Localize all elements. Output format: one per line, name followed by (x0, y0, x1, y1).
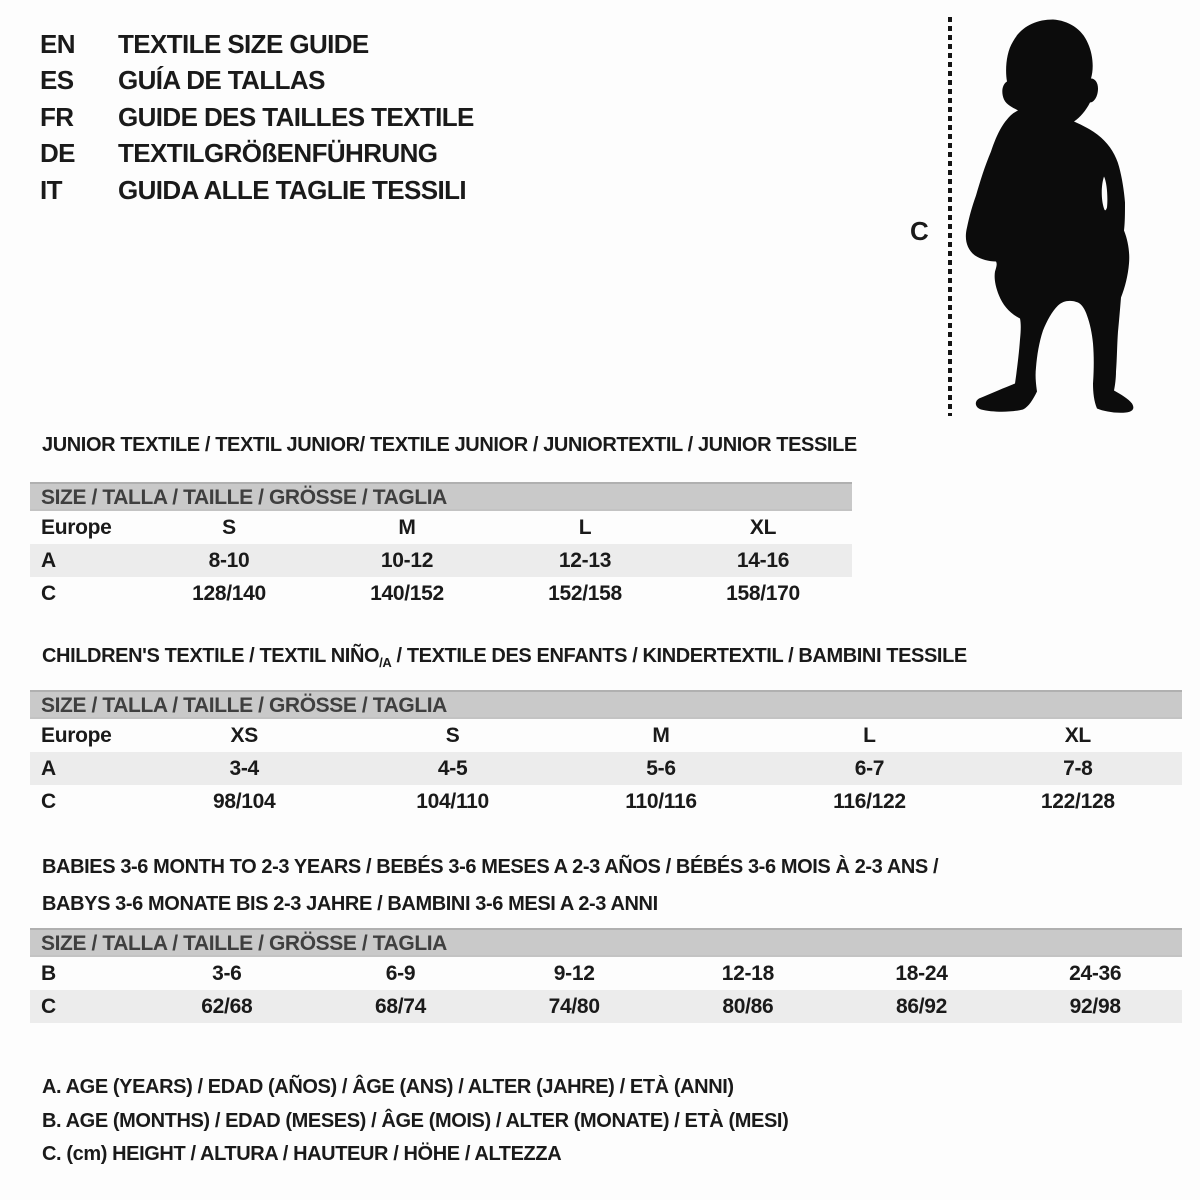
lang-code-it: IT (40, 174, 62, 205)
value-cell: 12-13 (558, 549, 612, 572)
value-cell: 5-6 (646, 757, 676, 780)
babies-size-table (30, 928, 1182, 1023)
size-header-band: SIZE / TALLA / TAILLE / GRÖSSE / TAGLIA (30, 690, 1182, 719)
legend-line-a: A. AGE (YEARS) / EDAD (AÑOS) / ÂGE (ANS) / ALTER (JAHRE) / ETÀ (ANNI) (42, 1076, 734, 1098)
size-cell: L (578, 516, 592, 539)
lang-code-en: EN (40, 28, 75, 59)
height-measure-dashed-line (948, 17, 952, 416)
size-cell: S (222, 516, 236, 539)
babies-title-line2: BABYS 3-6 MONATE BIS 2-3 JAHRE / BAMBINI 3-6 MESI A 2-3 ANNI (42, 893, 658, 915)
row-label: C (41, 995, 56, 1018)
table-row-europe (30, 511, 852, 544)
value-cell: 6-7 (854, 757, 885, 780)
table-row-europe (30, 719, 1182, 752)
value-cell: 128/140 (192, 582, 266, 605)
table-row-height (30, 785, 1182, 818)
children-size-table (30, 690, 1182, 818)
value-cell: 122/128 (1040, 790, 1115, 813)
value-cell: 152/158 (548, 582, 622, 605)
row-label: A (41, 757, 56, 780)
height-measure-label: C (910, 216, 929, 246)
row-label: A (41, 549, 56, 572)
size-cell: M (652, 724, 670, 747)
lang-row-fr (40, 99, 474, 136)
value-cell: 10-12 (380, 549, 434, 572)
table-row-height (30, 577, 852, 610)
lang-label-de: TEXTILGRÖßENFÜHRUNG (118, 138, 438, 169)
value-cell: 62/68 (201, 995, 253, 1018)
lang-label-fr: GUIDE DES TAILLES TEXTILE (118, 101, 474, 132)
row-label: C (41, 790, 56, 813)
value-cell: 4-5 (437, 757, 468, 780)
value-cell: 86/92 (895, 995, 948, 1018)
value-cell: 8-10 (208, 549, 250, 572)
value-cell: 14-16 (736, 549, 790, 572)
size-cell: S (445, 724, 460, 747)
value-cell: 74/80 (548, 995, 600, 1018)
value-cell: 3-4 (229, 757, 259, 780)
row-label: Europe (41, 724, 112, 747)
legend (42, 1071, 788, 1172)
table-row-months (30, 957, 1182, 990)
legend-line-b: B. AGE (MONTHS) / EDAD (MESES) / ÂGE (MOIS) / ALTER (MONATE) / ETÀ (MESI) (42, 1109, 789, 1132)
size-cell: XL (1064, 724, 1091, 747)
language-title-list (40, 26, 474, 209)
value-cell: 98/104 (212, 790, 276, 813)
lang-row-en (40, 26, 474, 63)
value-cell: 6-9 (385, 962, 416, 985)
toddler-silhouette-icon (963, 13, 1143, 416)
value-cell: 3-6 (212, 962, 242, 985)
value-cell: 80/86 (722, 995, 774, 1018)
size-header-band: SIZE / TALLA / TAILLE / GRÖSSE / TAGLIA (30, 482, 852, 511)
lang-code-es: ES (40, 65, 74, 96)
size-header-band: SIZE / TALLA / TAILLE / GRÖSSE / TAGLIA (30, 928, 1182, 957)
value-cell: 116/122 (833, 790, 906, 813)
section-title-children (42, 645, 967, 670)
value-cell: 110/116 (625, 790, 697, 813)
value-cell: 7-8 (1063, 757, 1093, 780)
value-cell: 140/152 (370, 582, 444, 605)
value-cell: 158/170 (726, 582, 800, 605)
value-cell: 9-12 (553, 962, 595, 985)
row-label: B (41, 962, 56, 985)
size-cell: XS (230, 724, 258, 747)
lang-row-es (40, 63, 474, 100)
size-cell: XL (749, 516, 777, 539)
title-text: / TEXTILE DES ENFANTS / KINDERTEXTIL / BAMBINI TESSILE (391, 645, 967, 667)
row-label: C (41, 582, 56, 605)
section-title-junior: JUNIOR TEXTILE / TEXTIL JUNIOR/ TEXTILE JUNIOR / JUNIORTEXTIL / JUNIOR TESSILE (42, 434, 857, 456)
lang-label-en: TEXTILE SIZE GUIDE (118, 28, 369, 59)
table-row-age (30, 752, 1182, 785)
table-row-height (30, 990, 1182, 1023)
value-cell: 12-18 (721, 962, 774, 985)
lang-label-it: GUIDA ALLE TAGLIE TESSILI (118, 174, 467, 205)
lang-row-it (40, 172, 474, 209)
junior-size-table (30, 482, 852, 610)
value-cell: 18-24 (895, 962, 948, 985)
section-title-babies (42, 849, 938, 923)
size-cell: L (863, 724, 876, 747)
lang-code-fr: FR (40, 101, 74, 132)
value-cell: 92/98 (1069, 995, 1121, 1018)
row-label: Europe (41, 516, 112, 539)
lang-code-de: DE (40, 138, 75, 169)
value-cell: 68/74 (374, 995, 427, 1018)
title-subscript: /A (379, 655, 392, 670)
value-cell: 24-36 (1069, 962, 1122, 985)
size-cell: M (398, 516, 416, 539)
title-text: CHILDREN'S TEXTILE / TEXTIL NIÑO (42, 645, 380, 667)
legend-line-c: C. (cm) HEIGHT / ALTURA / HAUTEUR / HÖHE / ALTEZZA (42, 1143, 562, 1165)
lang-label-es: GUÍA DE TALLAS (118, 65, 325, 96)
table-row-age (30, 544, 852, 577)
lang-row-de (40, 136, 474, 173)
value-cell: 104/110 (416, 790, 489, 813)
babies-title-line1: BABIES 3-6 MONTH TO 2-3 YEARS / BEBÉS 3-6 MESES A 2-3 AÑOS / BÉBÉS 3-6 MOIS À 2-3 ANS / (42, 856, 939, 878)
